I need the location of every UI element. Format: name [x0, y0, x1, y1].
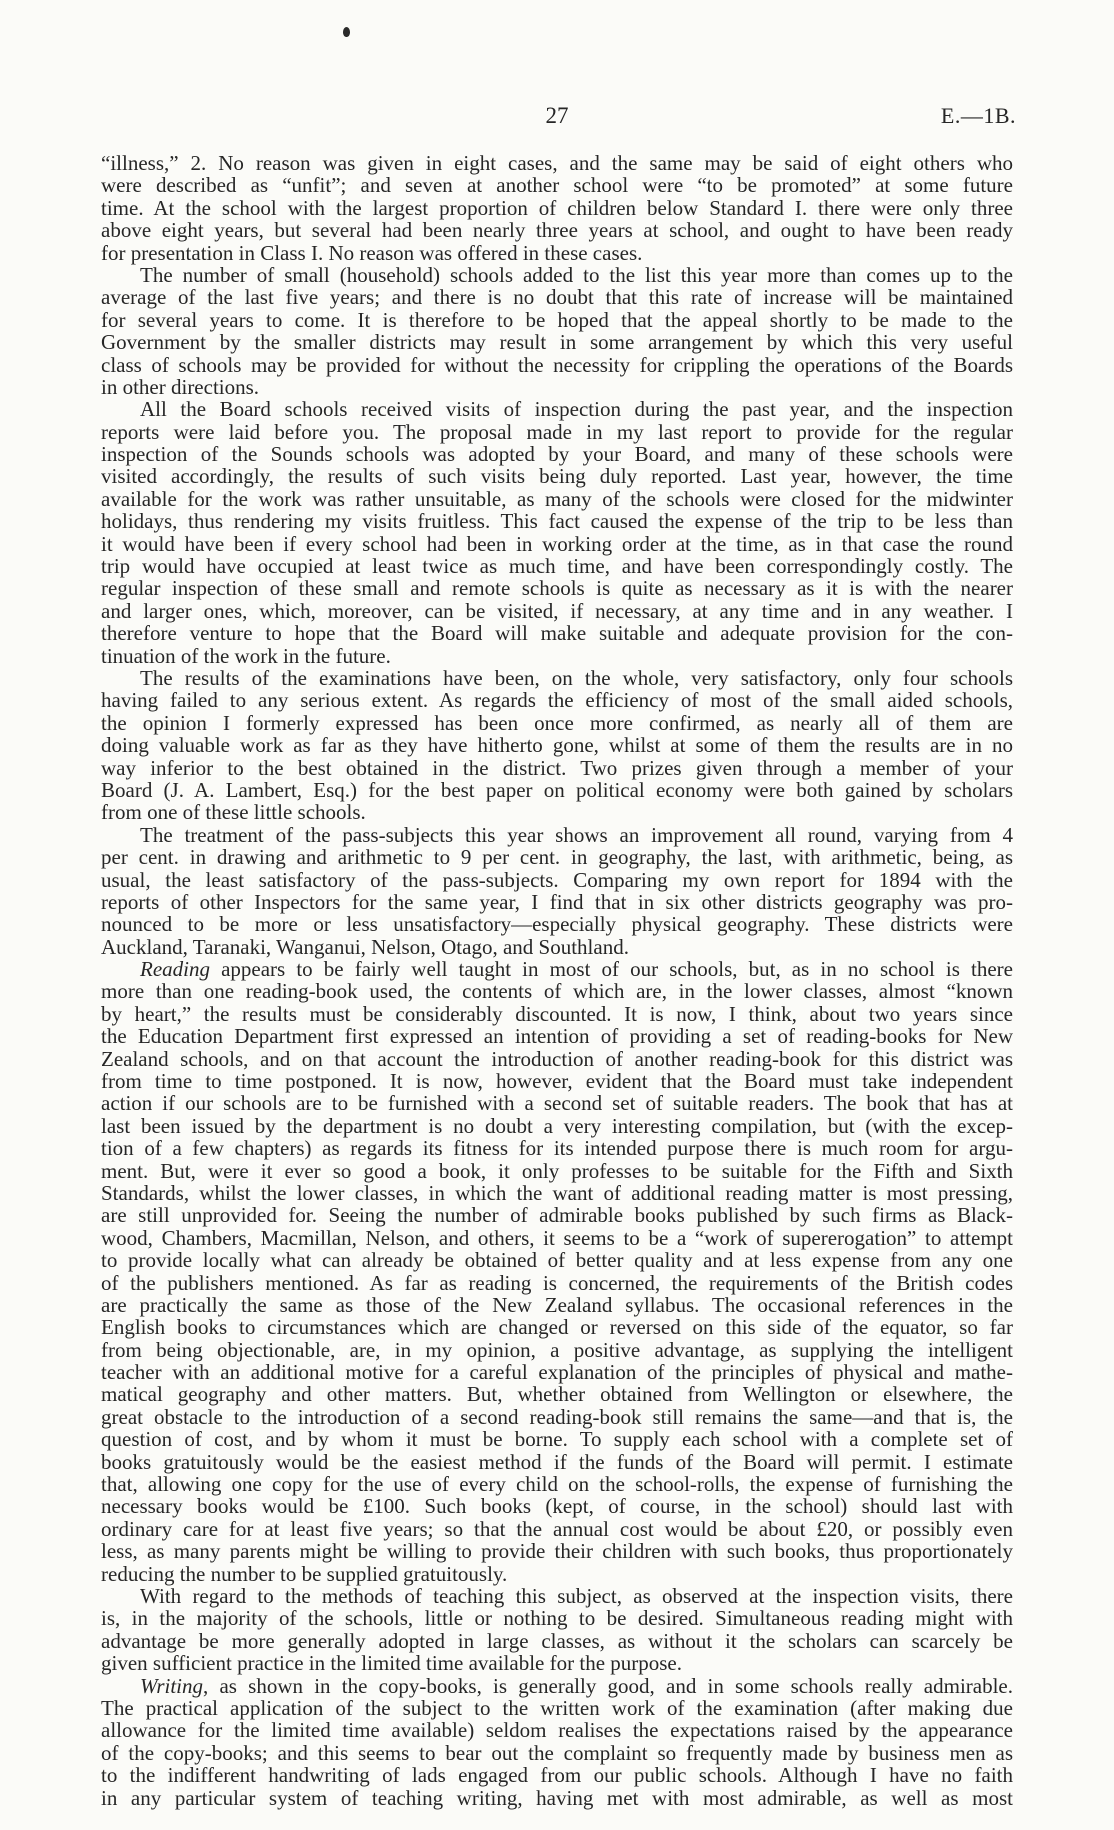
line-text: less, as many parents might be willing to provide their children with such books, thus proportionately [101, 1539, 1013, 1564]
paragraph [101, 398, 1013, 667]
paragraph [101, 264, 1013, 398]
text-line [101, 1585, 1013, 1607]
text-line [101, 734, 1013, 756]
line-text: to provide locally what can already be obtained of better quality and at less expense from any one [101, 1248, 1013, 1273]
text-line [101, 712, 1013, 734]
line-text: from one of these little schools. [101, 800, 366, 825]
text-line [101, 577, 1013, 599]
line-text: The number of small (household) schools added to the list this year more than comes up to the [140, 262, 1013, 287]
page-header [0, 102, 1114, 130]
italic-subject-heading: Reading [140, 957, 210, 982]
line-text: great obstacle to the introduction of a second reading-book still remains the same—and that is, the [101, 1404, 1013, 1429]
line-text: last been issued by the department is no doubt a very interesting compilation, but (with the excep- [101, 1113, 1013, 1138]
text-line [101, 1339, 1013, 1361]
text-line [101, 869, 1013, 891]
text-line [101, 1272, 1013, 1294]
text-line [101, 779, 1013, 801]
line-text: way inferior to the best obtained in the district. Two prizes given through a member of your [101, 755, 1013, 780]
text-line [101, 1764, 1013, 1786]
line-text: The practical application of the subject to the written work of the examination (after making due [101, 1695, 1013, 1720]
line-text: holidays, thus rendering my visits fruitless. This fact caused the expense of the trip to be less than [101, 509, 1013, 534]
line-text: Board (J. A. Lambert, Esq.) for the best paper on political economy were both gained by scholars [101, 777, 1013, 802]
text-line [101, 1003, 1013, 1025]
line-text: usual, the least satisfactory of the pass-subjects. Comparing my own report for 1894 with the [101, 867, 1013, 892]
text-line [101, 1630, 1013, 1652]
paragraph [101, 152, 1013, 264]
italic-subject-heading: Writing [140, 1673, 204, 1698]
text-line [101, 1540, 1013, 1562]
line-text: are still unprovided for. Seeing the number of admirable books published by such firms as Black- [101, 1203, 1013, 1228]
line-text: ordinary care for at least five years; so that the annual cost would be about £20, or possibly even [101, 1516, 1013, 1541]
line-text: The results of the examinations have been, on the whole, very satisfactory, only four schools [140, 665, 1013, 690]
line-text: Auckland, Taranaki, Wanganui, Nelson, Otago, and Southland. [101, 934, 629, 959]
text-line [101, 286, 1013, 308]
text-line [101, 1249, 1013, 1271]
line-text: class of schools may be provided for without the necessity for crippling the operations of the Boards [101, 352, 1013, 377]
text-line [101, 622, 1013, 644]
line-text: Zealand schools, and on that account the introduction of another reading-book for this district was [101, 1046, 1013, 1071]
text-line [101, 1316, 1013, 1338]
line-text: were described as “unfit”; and seven at another school were “to be promoted” at some future [101, 173, 1013, 198]
text-line [101, 1070, 1013, 1092]
text-line [101, 555, 1013, 577]
text-line [101, 1473, 1013, 1495]
line-text: per cent. in drawing and arithmetic to 9 per cent. in geography, the last, with arithmetic, being, as [101, 845, 1013, 870]
line-text: All the Board schools received visits of inspection during the past year, and the inspection [140, 397, 1013, 422]
text-line [101, 958, 1013, 980]
text-line [101, 376, 1013, 398]
text-line [101, 1563, 1013, 1585]
line-text: given sufficient practice in the limited time available for the purpose. [101, 1651, 682, 1676]
text-line [101, 645, 1013, 667]
line-text: above eight years, but several had been nearly three years at school, and ought to have been ready [101, 218, 1013, 243]
text-line [101, 1361, 1013, 1383]
line-text: time. At the school with the largest proportion of children below Standard I. there were only three [101, 195, 1013, 220]
text-line [101, 1495, 1013, 1517]
text-line [101, 1048, 1013, 1070]
ink-speck [343, 27, 350, 37]
text-line [101, 510, 1013, 532]
line-text: from being objectionable, are, in my opinion, a positive advantage, as supplying the intelligent [101, 1337, 1013, 1362]
line-text: of the copy-books; and this seems to bear out the complaint so frequently made by business men as [101, 1740, 1013, 1765]
text-line [101, 174, 1013, 196]
line-text: nounced to be more or less unsatisfactory—especially physical geography. These districts were [101, 912, 1013, 937]
line-text: allowance for the limited time available) seldom realises the expectations raised by the appearance [101, 1718, 1013, 1743]
text-line [101, 1383, 1013, 1405]
line-text: books gratuitously would be the easiest method if the funds of the Board will permit. I estimate [101, 1449, 1013, 1474]
paragraph [101, 667, 1013, 824]
line-text: reports of other Inspectors for the same year, I find that in six other districts geography was pro- [101, 889, 1013, 914]
text-line [101, 801, 1013, 823]
text-line [101, 197, 1013, 219]
text-line [101, 1787, 1013, 1809]
text-line [101, 354, 1013, 376]
document-code: E.—1B. [940, 103, 1016, 128]
text-line [101, 1742, 1013, 1764]
text-line [101, 533, 1013, 555]
line-text: in other directions. [101, 374, 260, 399]
line-text: Standards, whilst the lower classes, in which the want of additional reading matter is most pressing, [101, 1180, 1013, 1205]
page-number: 27 [545, 103, 569, 128]
line-text: tinuation of the work in the future. [101, 643, 391, 668]
line-text: ment. But, were it ever so good a book, it only professes to be suitable for the Fifth and Sixth [101, 1158, 1013, 1183]
text-line [101, 1428, 1013, 1450]
text-line [101, 1518, 1013, 1540]
text-line [101, 1294, 1013, 1316]
text-line [101, 1137, 1013, 1159]
text-line [101, 465, 1013, 487]
line-text: the Education Department first expressed an intention of providing a set of reading-books for New [101, 1024, 1013, 1049]
line-text: wood, Chambers, Macmillan, Nelson, and others, it seems to be a “work of supererogation” to attempt [101, 1225, 1013, 1250]
text-line [101, 936, 1013, 958]
line-text: necessary books would be £100. Such books (kept, of course, in the school) should last with [101, 1494, 1013, 1519]
text-line [101, 1675, 1013, 1697]
text-line [101, 242, 1013, 264]
line-text: tion of a few chapters) as regards its fitness for its intended purpose there is much room for argu- [101, 1136, 1013, 1161]
text-line [101, 264, 1013, 286]
report-body [101, 152, 1013, 1809]
paragraph [101, 1675, 1013, 1809]
line-text: in any particular system of teaching writing, having met with most admirable, as well as most [101, 1785, 1013, 1810]
text-line [101, 1227, 1013, 1249]
text-line [101, 980, 1013, 1002]
line-text: English books to circumstances which are changed or reversed on this side of the equator, so far [101, 1315, 1013, 1340]
paragraph [101, 1585, 1013, 1675]
text-line [101, 1451, 1013, 1473]
line-text: The treatment of the pass-subjects this year shows an improvement all round, varying from 4 [140, 822, 1013, 847]
text-line [101, 219, 1013, 241]
line-text: to the indifferent handwriting of lads engaged from our public schools. Although I have no faith [101, 1763, 1013, 1788]
line-text: more than one reading-book used, the contents of which are, in the lower classes, almost “known [101, 979, 1013, 1004]
line-text: inspection of the Sounds schools was adopted by your Board, and many of these schools were [101, 442, 1013, 467]
line-text: , as shown in the copy-books, is generally good, and in some schools really admirable. [203, 1673, 1013, 1698]
text-line [101, 1652, 1013, 1674]
line-text: With regard to the methods of teaching this subject, as observed at the inspection visits, there [140, 1584, 1013, 1608]
text-line [101, 443, 1013, 465]
text-line [101, 1697, 1013, 1719]
text-line [101, 331, 1013, 353]
line-text: regular inspection of these small and remote schools is quite as necessary as it is with the nearer [101, 576, 1013, 601]
line-text: that, allowing one copy for the use of every child on the school-rolls, the expense of furnishing the [101, 1472, 1013, 1497]
text-line [101, 757, 1013, 779]
text-line [101, 1204, 1013, 1226]
line-text: the opinion I formerly expressed has been once more confirmed, as nearly all of them are [101, 710, 1013, 735]
text-line [101, 1182, 1013, 1204]
text-line [101, 846, 1013, 868]
line-text: therefore venture to hope that the Board will make suitable and adequate provision for the con- [101, 621, 1013, 646]
line-text: average of the last five years; and there is no doubt that this rate of increase will be maintained [101, 285, 1013, 310]
paragraph [101, 824, 1013, 958]
text-line [101, 1607, 1013, 1629]
text-line [101, 891, 1013, 913]
line-text: for several years to come. It is therefore to be hoped that the appeal shortly to be made to the [101, 307, 1013, 332]
line-text: for presentation in Class I. No reason was offered in these cases. [101, 240, 643, 265]
line-text: question of cost, and by whom it must be borne. To supply each school with a complete set of [101, 1427, 1013, 1452]
line-text: “illness,” 2. No reason was given in eight cases, and the same may be said of eight others who [101, 151, 1013, 175]
line-text: Government by the smaller districts may result in some arrangement by which this very useful [101, 330, 1013, 355]
text-line [101, 824, 1013, 846]
text-line [101, 398, 1013, 420]
line-text: it would have been if every school had been in working order at the time, as in that case the round [101, 531, 1013, 556]
line-text: advantage be more generally adopted in large classes, as without it the scholars can scarcely be [101, 1628, 1013, 1653]
text-line [101, 152, 1013, 174]
line-text: trip would have occupied at least twice as much time, and have been correspondingly costly. The [101, 554, 1013, 579]
text-line [101, 1160, 1013, 1182]
line-text: available for the work was rather unsuitable, as many of the schools were closed for the midwinter [101, 486, 1013, 511]
line-text: reports were laid before you. The proposal made in my last report to provide for the regular [101, 419, 1013, 444]
text-line [101, 689, 1013, 711]
text-line [101, 1406, 1013, 1428]
text-line [101, 309, 1013, 331]
text-line [101, 600, 1013, 622]
text-line [101, 1115, 1013, 1137]
line-text: visited accordingly, the results of such visits being duly reported. Last year, however, the time [101, 464, 1013, 489]
line-text: appears to be fairly well taught in most of our schools, but, as in no school is there [209, 957, 1013, 982]
line-text: from time to time postponed. It is now, however, evident that the Board must take independent [101, 1069, 1013, 1094]
line-text: of the publishers mentioned. As far as reading is concerned, the requirements of the British codes [101, 1270, 1013, 1295]
text-line [101, 1719, 1013, 1741]
text-line [101, 667, 1013, 689]
line-text: is, in the majority of the schools, little or nothing to be desired. Simultaneous reading might with [101, 1606, 1013, 1631]
line-text: doing valuable work as far as they have hitherto gone, whilst at some of them the results are in no [101, 733, 1013, 758]
text-line [101, 913, 1013, 935]
line-text: by heart,” the results must be considerably discounted. It is now, I think, about two years since [101, 1001, 1013, 1026]
line-text: matical geography and other matters. But, whether obtained from Wellington or elsewhere, the [101, 1382, 1013, 1407]
line-text: reducing the number to be supplied gratuitously. [101, 1561, 508, 1586]
line-text: are practically the same as those of the New Zealand syllabus. The occasional references in the [101, 1292, 1013, 1317]
text-line [101, 1025, 1013, 1047]
line-text: having failed to any serious extent. As regards the efficiency of most of the small aided schools, [101, 688, 1013, 713]
line-text: teacher with an additional motive for a careful explanation of the principles of physical and mathe- [101, 1360, 1013, 1385]
text-line [101, 488, 1013, 510]
paragraph [101, 958, 1013, 1585]
text-line [101, 421, 1013, 443]
line-text: action if our schools are to be furnished with a second set of suitable readers. The book that has at [101, 1091, 1013, 1116]
text-line [101, 1092, 1013, 1114]
line-text: and larger ones, which, moreover, can be visited, if necessary, at any time and in any weather. I [101, 598, 1013, 623]
